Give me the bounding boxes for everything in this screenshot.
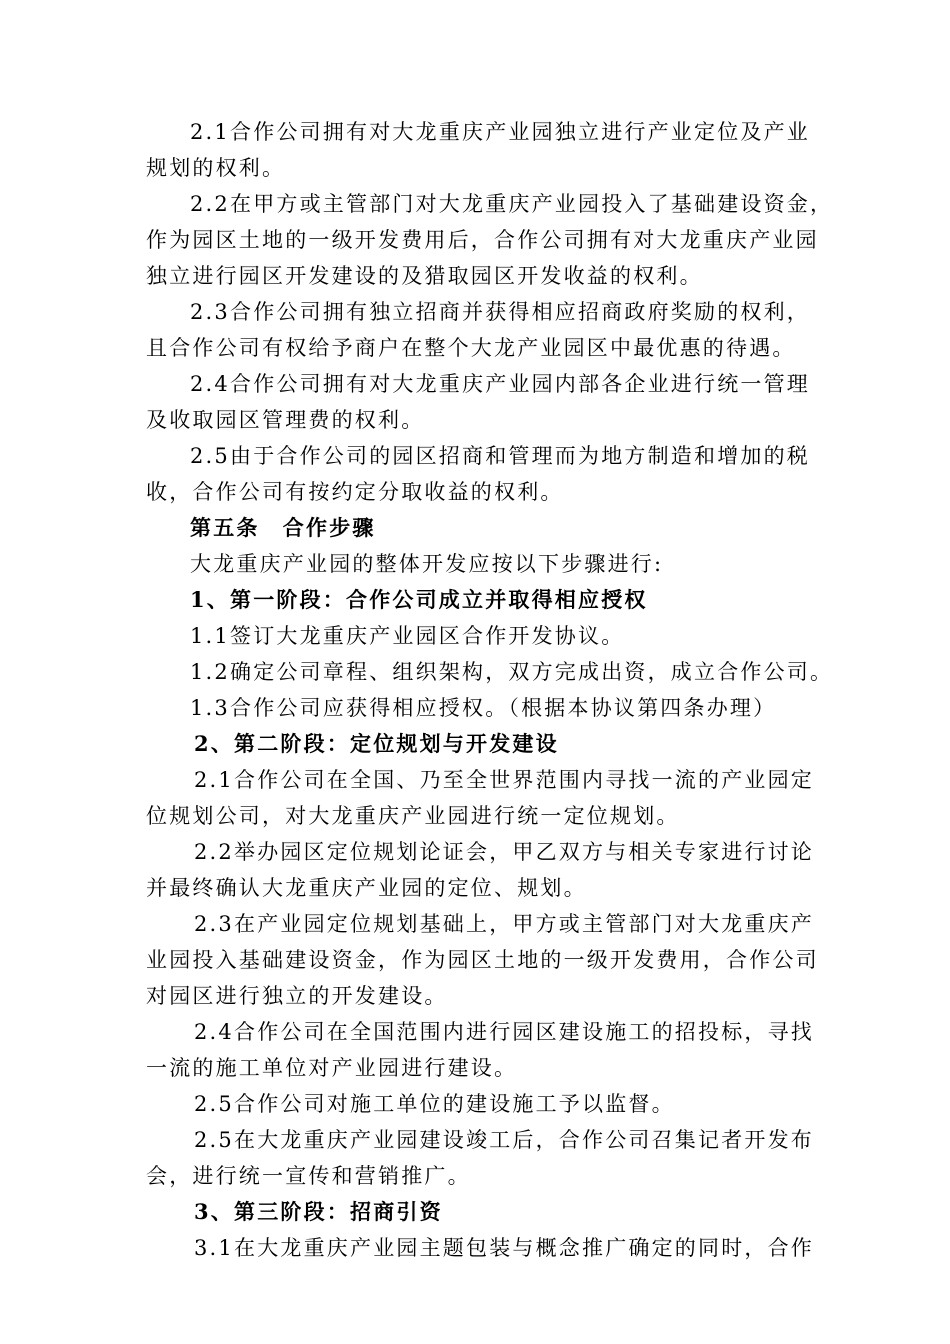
text-line: 2.3合作公司拥有独立招商并获得相应招商政府奖励的权利，: [190, 300, 810, 324]
text-line: 并最终确认大龙重庆产业园的定位、规划。: [146, 876, 587, 900]
text-line: 位规划公司，对大龙重庆产业园进行统一定位规划。: [146, 804, 680, 828]
text-line: 且合作公司有权给予商户在整个大龙产业园区中最优惠的待遇。: [146, 336, 796, 360]
stage-heading: 3、第三阶段：招商引资: [194, 1199, 443, 1224]
text-line: 2.5由于合作公司的园区招商和管理而为地方制造和增加的税: [190, 444, 810, 468]
text-line: 大龙重庆产业园的整体开发应按以下步骤进行:: [190, 552, 664, 576]
text-line: 2.5在大龙重庆产业园建设竣工后，合作公司召集记者开发布: [194, 1128, 814, 1152]
text-line: 独立进行园区开发建设的及猎取园区开发收益的权利。: [146, 264, 703, 288]
text-line: 收，合作公司有按约定分取收益的权利。: [146, 480, 564, 504]
text-line: 3.1在大龙重庆产业园主题包装与概念推广确定的同时，合作: [194, 1236, 814, 1260]
text-line: 及收取园区管理费的权利。: [146, 408, 425, 432]
text-line: 2.4合作公司在全国范围内进行园区建设施工的招投标，寻找: [194, 1020, 814, 1044]
text-line: 2.2举办园区定位规划论证会，甲乙双方与相关专家进行讨论: [194, 840, 814, 864]
stage-heading: 1、第一阶段：合作公司成立并取得相应授权: [190, 587, 648, 612]
text-line: 1.3合作公司应获得相应授权。（根据本协议第四条办理）: [190, 696, 777, 720]
text-line: 2.4合作公司拥有对大龙重庆产业园内部各企业进行统一管理: [190, 372, 810, 396]
text-line: 1.2确定公司章程、组织架构，双方完成出资，成立合作公司。: [190, 660, 834, 684]
text-line: 2.2在甲方或主管部门对大龙重庆产业园投入了基础建设资金，: [190, 192, 834, 216]
stage-heading: 2、第二阶段：定位规划与开发建设: [194, 731, 559, 756]
text-line: 2.5合作公司对施工单位的建设施工予以监督。: [194, 1092, 675, 1116]
text-line: 1.1签订大龙重庆产业园区合作开发协议。: [190, 624, 625, 648]
text-line: 作为园区土地的一级开发费用后，合作公司拥有对大龙重庆产业园: [146, 228, 819, 252]
text-line: 规划的权利。: [146, 156, 286, 180]
text-line: 业园投入基础建设资金，作为园区土地的一级开发费用，合作公司: [146, 948, 819, 972]
text-line: 2.3在产业园定位规划基础上，甲方或主管部门对大龙重庆产: [194, 912, 814, 936]
section-heading: 第五条 合作步骤: [190, 515, 376, 540]
text-line: 2.1合作公司拥有对大龙重庆产业园独立进行产业定位及产业: [190, 120, 810, 144]
text-line: 一流的施工单位对产业园进行建设。: [146, 1056, 518, 1080]
text-line: 2.1合作公司在全国、乃至全世界范围内寻找一流的产业园定: [194, 768, 814, 792]
text-line: 对园区进行独立的开发建设。: [146, 984, 448, 1008]
text-line: 会，进行统一宣传和营销推广。: [146, 1164, 471, 1188]
